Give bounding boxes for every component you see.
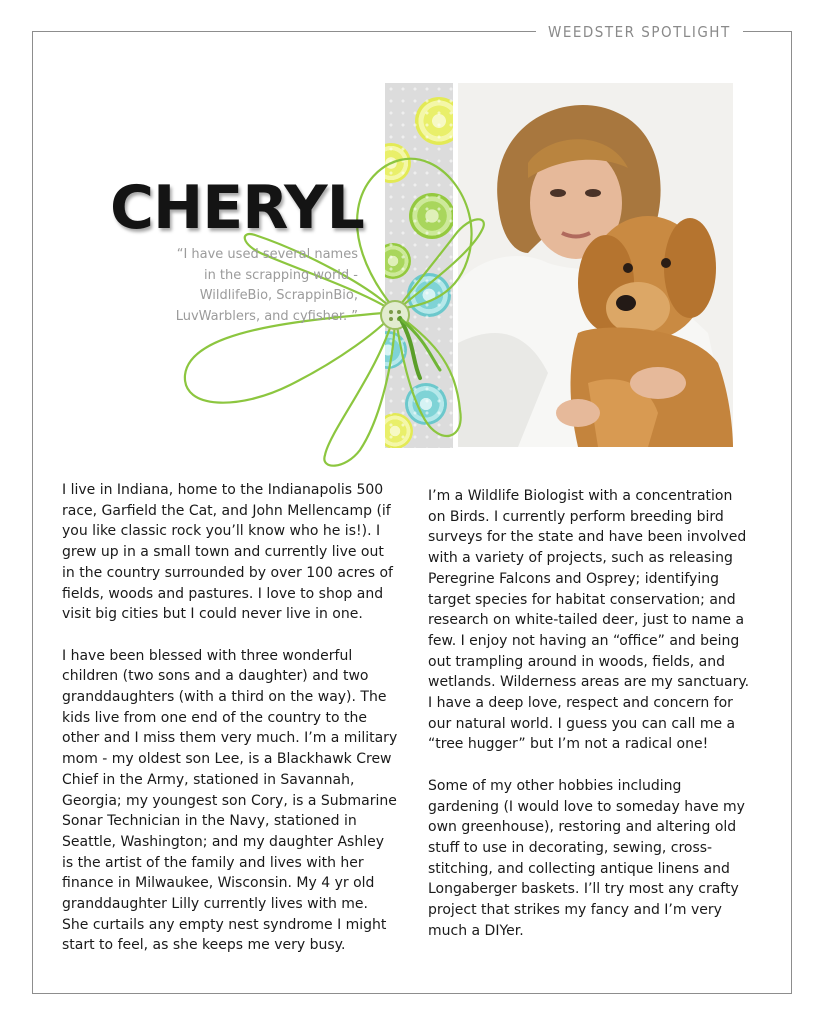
text-line: much a DIYer. [428,922,524,939]
text-line: She curtails any empty nest syndrome I might [62,916,387,933]
text-line: Seattle, Washington; and my daughter Ashley [62,833,384,850]
text-line: I have a deep love, respect and concern for [428,695,733,712]
text-line: Some of my other hobbies including [428,777,682,794]
text-line: children (two sons and a daughter) and two [62,668,369,685]
portrait-photo [458,83,733,447]
text-line: kids live from one end of the country to the [62,709,367,726]
quote-line: in the scrapping world - [203,267,358,283]
text-line: project that strikes my fancy and I’m very [428,902,722,919]
text-line: Georgia; my youngest son Cory, is a Submarine [62,792,397,809]
text-line: you like classic rock you’ll know who he is!). I [62,523,381,540]
text-line: mom - my oldest son Lee, is a Blackhawk Crew [62,751,392,768]
text-line: Chief in the Army, stationed in Savannah, [62,771,355,788]
quote-line: LuvWarblers, and cyfisher. ” [175,308,358,324]
woman-with-puppy-illustration [458,83,733,447]
text-line: I live in Indiana, home to the Indianapolis 500 [62,482,384,498]
text-line: surveys for the state and have been involved [428,529,747,546]
text-line: visit big cities but I could never live in one. [62,606,363,623]
right-column [428,486,768,962]
text-line: our natural world. I guess you can call me a [428,715,736,732]
dot-pattern [385,83,453,448]
rose-pattern-strip [385,83,453,448]
text-line: stuff to use in decorating, sewing, cross- [428,839,713,856]
text-line: “tree hugger” but I’m not a radical one! [428,736,709,753]
section-header: WEEDSTER SPOTLIGHT [536,20,743,44]
quote [160,245,358,327]
text-line: I’m a Wildlife Biologist with a concentration [428,488,733,504]
text-line: Peregrine Falcons and Osprey; identifying [428,570,719,587]
text-line: finance in Milwaukee, Wisconsin. My 4 yr old [62,875,375,892]
text-line: wetlands. Wilderness areas are my sanctuary. [428,674,750,691]
left-column [62,480,410,977]
text-line: start to feel, as she keeps me very busy. [62,937,346,954]
text-line: fields, woods and pastures. I love to shop and [62,585,384,602]
text-line: stitching, and collecting antique linens and [428,860,730,877]
text-line: grew up in a small town and currently live out [62,544,384,561]
paragraph [428,486,768,755]
text-line: out trampling around in woods, fields, and [428,653,726,670]
quote-line: WildlifeBio, ScrappinBio, [199,288,358,303]
text-line: I have been blessed with three wonderful [62,647,353,664]
text-line: research on white-tailed deer, just to name a [428,612,745,629]
text-line: in the country surrounded by over 100 acres of [62,564,393,581]
paragraph [62,480,410,625]
text-line: Sonar Technician in the Navy, stationed in [62,813,357,830]
text-line: race, Garfield the Cat, and John Mellencamp (if [62,502,391,519]
text-line: granddaughters (with a third on the way). The [62,689,387,706]
text-line: Longaberger baskets. I’ll try most any crafty [428,881,739,898]
paragraph [428,776,768,942]
text-line: with a variety of projects, such as releasing [428,550,733,567]
text-line: few. I enjoy not having an “office” and being [428,632,740,649]
text-line: gardening (I would love to someday have my [428,798,745,815]
page-title: CHERYL [110,173,364,243]
text-line: on Birds. I currently perform breeding bird [428,508,724,525]
text-line: is the artist of the family and lives with her [62,854,364,871]
quote-line: “I have used several names [176,247,358,262]
text-line: own greenhouse), restoring and altering old [428,819,737,836]
text-line: granddaughter Lilly currently lives with me. [62,896,368,913]
text-line: other and I miss them very much. I’m a military [62,730,398,747]
text-line: target species for habitat conservation; and [428,591,736,608]
paragraph [62,646,410,957]
